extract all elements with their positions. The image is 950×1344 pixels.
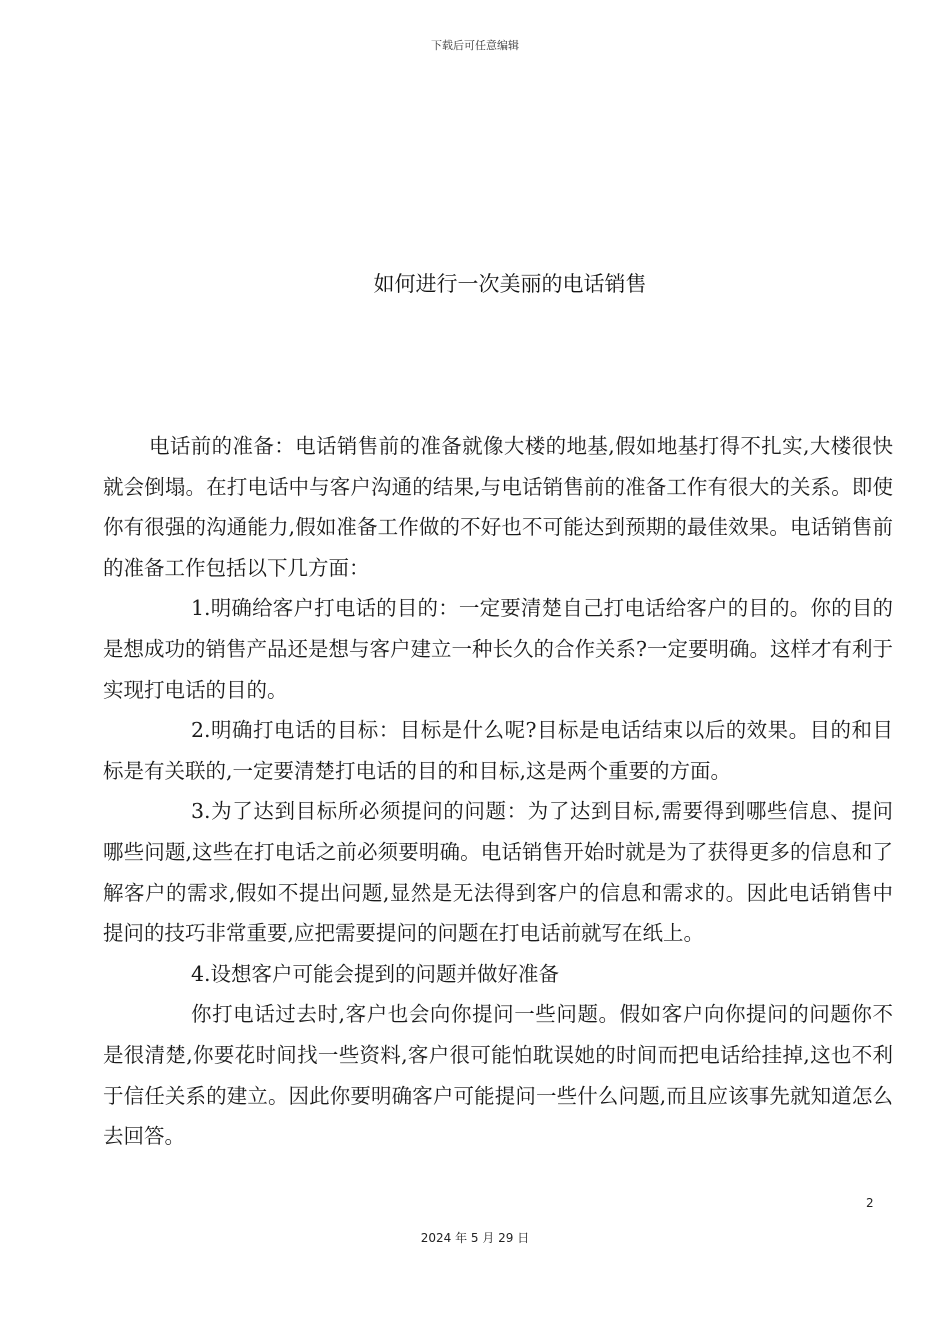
document-body <box>103 426 893 1157</box>
document-title: 如何进行一次美丽的电话销售 <box>373 272 647 296</box>
paragraph-point-4: 4.设想客户可能会提到的问题并做好准备 <box>191 961 560 986</box>
paragraph-point-1: 1.明确给客户打电话的目的：一定要清楚自己打电话给客户的目的。你的目的是想成功的销售产品还是想与客户建立一种长久的合作关系?一定要明确。这样才有利于实现打电话的目的。 <box>103 596 893 702</box>
paragraph-point-2: 2.明确打电话的目标：目标是什么呢?目标是电话结束以后的效果。目的和目标是有关联的,一定要清楚打电话的目的和目标,这是两个重要的方面。 <box>103 718 893 783</box>
page-number: 2 <box>866 1196 874 1210</box>
page-footer-date: 2024 年 5 月 29 日 <box>420 1231 530 1245</box>
paragraph-point-4-detail: 你打电话过去时,客户也会向你提问一些问题。假如客户向你提问的问题你不是很清楚,你要花时间找一些资料,客户很可能怕耽误她的时间而把电话给挂掉,这也不利于信任关系的建立。因此你要明确客户可能提问一些什么问题,而且应该事先就知道怎么去回答。 <box>103 1002 893 1149</box>
page-header: 下载后可任意编辑 <box>431 39 519 52</box>
paragraph-point-3: 3.为了达到目标所必须提问的问题：为了达到目标,需要得到哪些信息、提问哪些问题,这些在打电话之前必须要明确。电话销售开始时就是为了获得更多的信息和了解客户的需求,假如不提出问题,显然是无法得到客户的信息和需求的。因此电话销售中提问的技巧非常重要,应把需要提问的问题在打电话前就写在纸上。 <box>103 799 893 946</box>
paragraph-preparation: 电话前的准备：电话销售前的准备就像大楼的地基,假如地基打得不扎实,大楼很快就会倒塌。在打电话中与客户沟通的结果,与电话销售前的准备工作有很大的关系。即使你有很强的沟通能力,假如准备工作做的不好也不可能达到预期的最佳效果。电话销售前的准备工作包括以下几方面： <box>103 434 893 580</box>
